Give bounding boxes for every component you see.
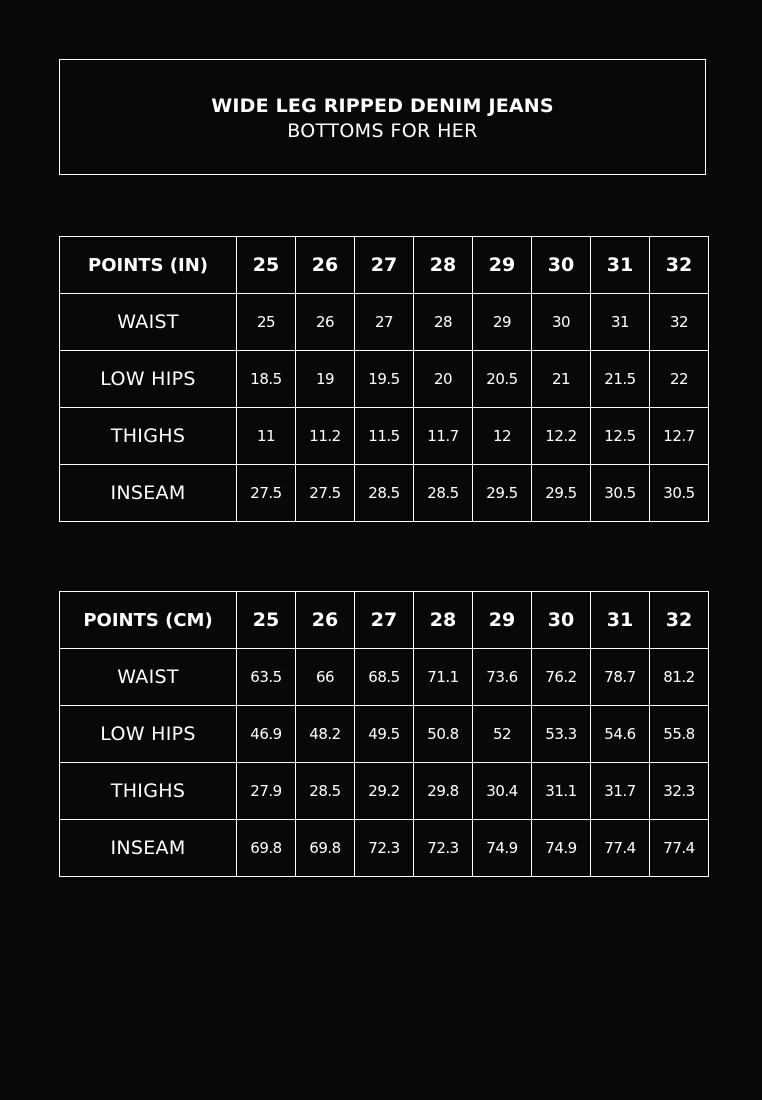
table-cell: 28.5 bbox=[414, 465, 473, 522]
table-cell: 29 bbox=[473, 294, 532, 351]
table-cell: 27 bbox=[355, 294, 414, 351]
size-table-centimeters bbox=[59, 591, 709, 877]
table-cell: 30.5 bbox=[591, 465, 650, 522]
table-cell: 26 bbox=[296, 294, 355, 351]
size-header: 31 bbox=[591, 237, 650, 294]
table-cell: 31.1 bbox=[532, 763, 591, 820]
table-cell: 68.5 bbox=[355, 649, 414, 706]
table-row bbox=[60, 706, 709, 763]
table-cell: 19 bbox=[296, 351, 355, 408]
table-cell: 53.3 bbox=[532, 706, 591, 763]
table-row bbox=[60, 351, 709, 408]
table-cell: 11.5 bbox=[355, 408, 414, 465]
table-cell: 46.9 bbox=[237, 706, 296, 763]
table-cell: 29.8 bbox=[414, 763, 473, 820]
table-row bbox=[60, 465, 709, 522]
size-table-inches bbox=[59, 236, 709, 522]
table-cell: 77.4 bbox=[591, 820, 650, 877]
table-cell: 50.8 bbox=[414, 706, 473, 763]
table-cell: 69.8 bbox=[296, 820, 355, 877]
table-cell: 30 bbox=[532, 294, 591, 351]
table-cell: 11 bbox=[237, 408, 296, 465]
table-cell: 32.3 bbox=[650, 763, 709, 820]
table-cell: 12.7 bbox=[650, 408, 709, 465]
table-cell: 74.9 bbox=[473, 820, 532, 877]
table-cell: 28.5 bbox=[355, 465, 414, 522]
table-cell: 28 bbox=[414, 294, 473, 351]
table-cell: 11.7 bbox=[414, 408, 473, 465]
table-cell: 25 bbox=[237, 294, 296, 351]
row-label-inseam: INSEAM bbox=[60, 820, 237, 877]
table-cell: 71.1 bbox=[414, 649, 473, 706]
title-box bbox=[59, 59, 706, 175]
table-cell: 29.5 bbox=[473, 465, 532, 522]
table-cell: 49.5 bbox=[355, 706, 414, 763]
table-cell: 63.5 bbox=[237, 649, 296, 706]
table-cell: 78.7 bbox=[591, 649, 650, 706]
table-cell: 29.5 bbox=[532, 465, 591, 522]
table-cell: 30.5 bbox=[650, 465, 709, 522]
size-header: 30 bbox=[532, 237, 591, 294]
table-cell: 18.5 bbox=[237, 351, 296, 408]
size-header: 28 bbox=[414, 592, 473, 649]
table-cell: 21 bbox=[532, 351, 591, 408]
size-header: 26 bbox=[296, 237, 355, 294]
size-header: 25 bbox=[237, 592, 296, 649]
table-cell: 52 bbox=[473, 706, 532, 763]
size-header: 29 bbox=[473, 592, 532, 649]
table-cell: 72.3 bbox=[355, 820, 414, 877]
table-header-row bbox=[60, 592, 709, 649]
table-cell: 48.2 bbox=[296, 706, 355, 763]
table-cell: 27.5 bbox=[237, 465, 296, 522]
table-header-row bbox=[60, 237, 709, 294]
table-row bbox=[60, 820, 709, 877]
size-header: 25 bbox=[237, 237, 296, 294]
table-cell: 76.2 bbox=[532, 649, 591, 706]
size-header: 28 bbox=[414, 237, 473, 294]
table-cell: 11.2 bbox=[296, 408, 355, 465]
table-cell: 32 bbox=[650, 294, 709, 351]
size-header: 30 bbox=[532, 592, 591, 649]
table-cell: 21.5 bbox=[591, 351, 650, 408]
table-cell: 27.9 bbox=[237, 763, 296, 820]
row-label-thighs: THIGHS bbox=[60, 763, 237, 820]
table-cell: 66 bbox=[296, 649, 355, 706]
table-cell: 31.7 bbox=[591, 763, 650, 820]
size-header: 32 bbox=[650, 592, 709, 649]
table-cell: 73.6 bbox=[473, 649, 532, 706]
table-cell: 12.2 bbox=[532, 408, 591, 465]
table-row bbox=[60, 649, 709, 706]
table-cell: 55.8 bbox=[650, 706, 709, 763]
table-cell: 30.4 bbox=[473, 763, 532, 820]
table-cell: 77.4 bbox=[650, 820, 709, 877]
size-header: 27 bbox=[355, 592, 414, 649]
table-cell: 27.5 bbox=[296, 465, 355, 522]
table-cell: 12.5 bbox=[591, 408, 650, 465]
table-row bbox=[60, 763, 709, 820]
table-cell: 81.2 bbox=[650, 649, 709, 706]
row-label-inseam: INSEAM bbox=[60, 465, 237, 522]
size-header: 27 bbox=[355, 237, 414, 294]
table-cell: 69.8 bbox=[237, 820, 296, 877]
row-label-low-hips: LOW HIPS bbox=[60, 351, 237, 408]
table-cell: 29.2 bbox=[355, 763, 414, 820]
table-cell: 19.5 bbox=[355, 351, 414, 408]
table-cell: 72.3 bbox=[414, 820, 473, 877]
table-cell: 31 bbox=[591, 294, 650, 351]
row-label-low-hips: LOW HIPS bbox=[60, 706, 237, 763]
table-cell: 54.6 bbox=[591, 706, 650, 763]
table-cell: 20 bbox=[414, 351, 473, 408]
size-header: 29 bbox=[473, 237, 532, 294]
product-category: BOTTOMS FOR HER bbox=[287, 120, 478, 142]
points-label: POINTS (CM) bbox=[60, 592, 237, 649]
table-cell: 74.9 bbox=[532, 820, 591, 877]
table-cell: 22 bbox=[650, 351, 709, 408]
row-label-thighs: THIGHS bbox=[60, 408, 237, 465]
size-header: 26 bbox=[296, 592, 355, 649]
points-label: POINTS (IN) bbox=[60, 237, 237, 294]
table-row bbox=[60, 408, 709, 465]
table-cell: 20.5 bbox=[473, 351, 532, 408]
product-title: WIDE LEG RIPPED DENIM JEANS bbox=[211, 95, 554, 117]
size-header: 31 bbox=[591, 592, 650, 649]
row-label-waist: WAIST bbox=[60, 649, 237, 706]
table-row bbox=[60, 294, 709, 351]
row-label-waist: WAIST bbox=[60, 294, 237, 351]
table-cell: 12 bbox=[473, 408, 532, 465]
table-cell: 28.5 bbox=[296, 763, 355, 820]
size-header: 32 bbox=[650, 237, 709, 294]
